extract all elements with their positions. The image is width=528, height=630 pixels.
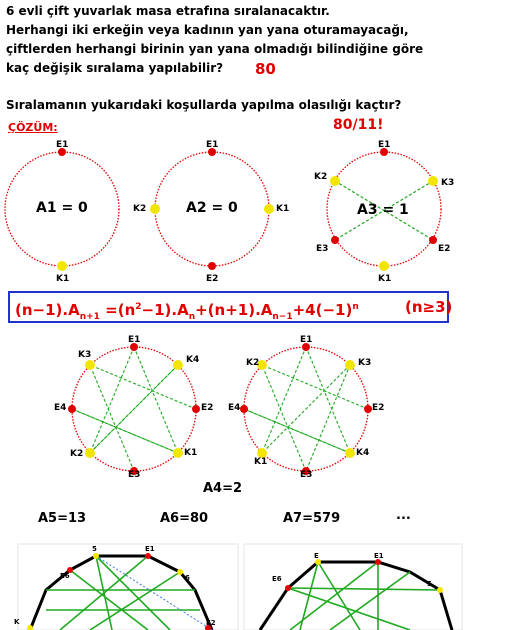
label-e1: E1	[145, 545, 155, 553]
question-line-3: çiftlerden herhangi birinin yan yana olmadığı bilindiğine göre	[6, 42, 424, 56]
label-e1: E1	[206, 140, 219, 150]
label-k1: K1	[254, 457, 268, 467]
seat-e2-dot	[208, 262, 216, 270]
label-5: 5	[92, 545, 97, 553]
label-k1: K1	[276, 204, 290, 214]
label-6: 6	[185, 574, 190, 582]
label-e1: E1	[374, 552, 384, 560]
label-e6: E6	[60, 572, 70, 580]
recurrence-formula	[8, 291, 453, 323]
label-e2: E2	[438, 244, 451, 254]
label-e2: E2	[372, 403, 385, 413]
formula-sub: n	[188, 312, 196, 322]
a1-value: A1 = 0	[36, 200, 88, 216]
label-e3: E3	[128, 470, 141, 480]
answer-probability: 80/11!	[333, 117, 384, 133]
answer-count: 80	[255, 60, 276, 78]
label-k2: K2	[246, 358, 260, 368]
question-line-2: Herhangi iki erkeğin veya kadının yan yana oturamayacağı,	[6, 23, 409, 37]
label-e4: E4	[54, 403, 67, 413]
label-5: 5	[427, 580, 432, 588]
label-k4: K4	[356, 448, 370, 458]
solution-label: ÇÖZÜM:	[8, 121, 58, 134]
formula-part: (n−1).A	[15, 301, 80, 319]
label-e1: E1	[56, 140, 69, 150]
formula-part: −1).A	[141, 301, 189, 319]
label-k1: K1	[184, 448, 198, 458]
label-k2: K2	[70, 449, 84, 459]
octagon-left	[68, 343, 200, 475]
seat-k3-dot	[428, 176, 438, 186]
formula-condition: (n≥3)	[405, 298, 453, 316]
label-k3: K3	[78, 350, 92, 360]
label-k: K	[14, 618, 20, 626]
a4-result: A4=2	[203, 481, 243, 496]
label-e3: E3	[300, 470, 313, 480]
label-e: E	[314, 552, 319, 560]
question-line-4: kaç değişik sıralama yapılabilir?	[6, 61, 224, 75]
formula-sup: 2	[135, 302, 142, 312]
label-k1: K1	[378, 274, 392, 284]
formula-sub: n−1	[272, 312, 293, 322]
label-k2: K2	[314, 172, 328, 182]
label-e1: E1	[128, 335, 141, 345]
formula-sub: n+1	[79, 312, 100, 322]
label-e2: E2	[206, 619, 216, 627]
octagon-right	[240, 343, 372, 475]
label-e6: E6	[272, 575, 282, 583]
seat-e3-dot	[331, 236, 339, 244]
seat-k2-dot	[150, 204, 160, 214]
question-line-5: Sıralamanın yukarıdaki koşullarda yapılma olasılığı kaçtır?	[6, 98, 402, 112]
label-e2: E2	[201, 403, 214, 413]
ellipsis: ...	[396, 508, 411, 523]
label-k3: K3	[358, 358, 372, 368]
seat-e2-dot	[429, 236, 437, 244]
formula-part: +(n+1).A	[195, 301, 273, 319]
a7-result: A7=579	[283, 511, 341, 526]
formula-part: =(n	[99, 301, 136, 319]
seat-k2-dot	[330, 176, 340, 186]
label-k4: K4	[186, 355, 200, 365]
a2-value: A2 = 0	[186, 200, 238, 216]
question-line-1: 6 evli çift yuvarlak masa etrafına sıralanacaktır.	[6, 4, 330, 18]
seat-k1-dot	[264, 204, 274, 214]
label-e3: E3	[316, 244, 329, 254]
label-e4: E4	[228, 403, 241, 413]
a3-value: A3 = 1	[357, 202, 409, 218]
label-k3: K3	[441, 178, 455, 188]
label-k1: K1	[56, 274, 70, 284]
label-e2: E2	[206, 274, 219, 284]
polygon-bottom-left	[18, 544, 238, 630]
a5-result: A5=13	[38, 511, 87, 526]
formula-sup: n	[352, 302, 359, 312]
a6-result: A6=80	[160, 511, 209, 526]
label-k2: K2	[133, 204, 147, 214]
label-e1: E1	[378, 140, 391, 150]
label-e1: E1	[300, 335, 313, 345]
seat-k1-dot	[379, 261, 389, 271]
seat-k1-dot	[57, 261, 67, 271]
formula-part: +4(−1)	[292, 301, 353, 319]
